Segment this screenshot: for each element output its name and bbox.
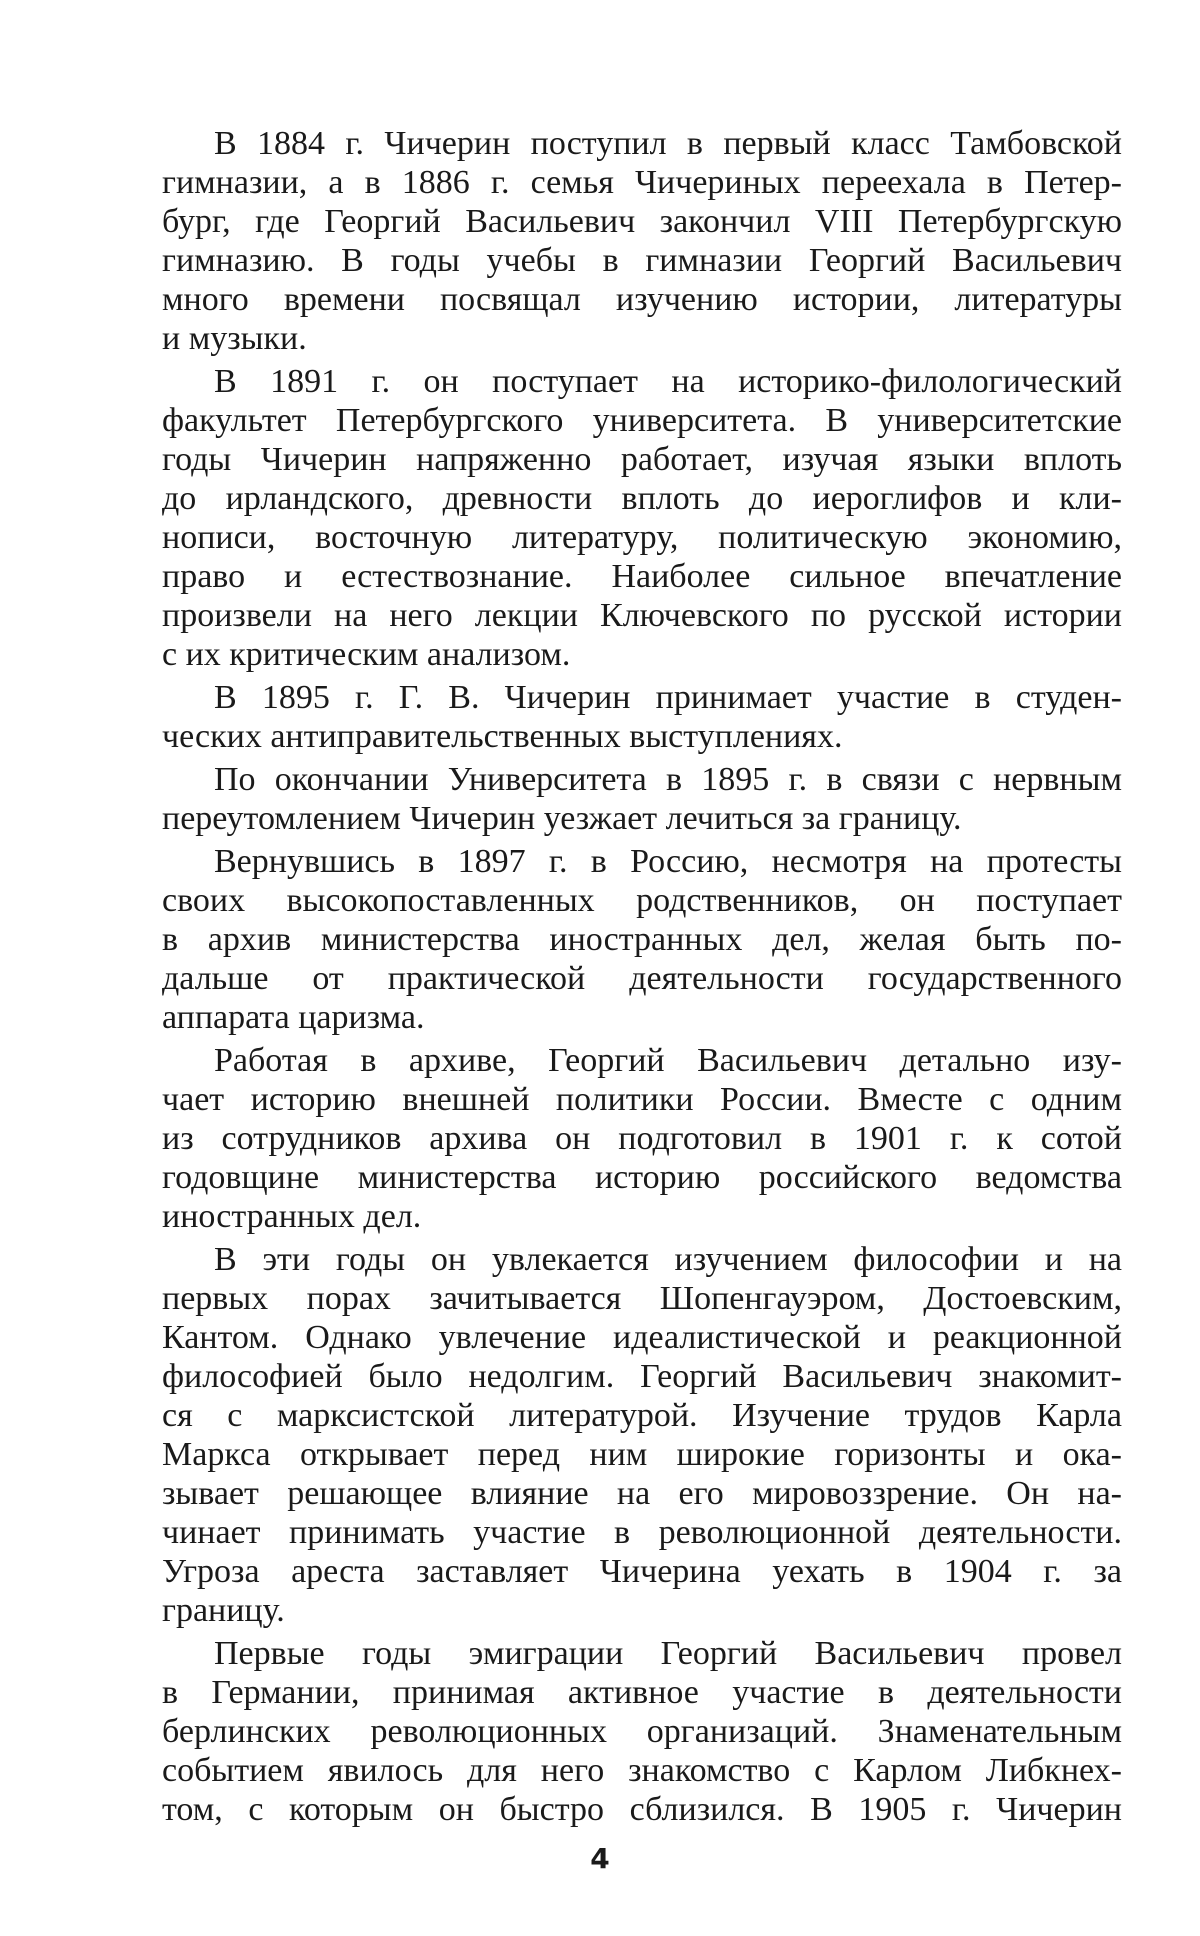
- text-line: до ирландского, древности вплоть до иероглифов и кли-: [110, 479, 1122, 518]
- text-line: чает историю внешней политики России. Вместе с одним: [110, 1080, 1122, 1119]
- text-line: право и естествознание. Наиболее сильное впечатление: [110, 557, 1122, 596]
- page-number: 4: [0, 1842, 1200, 1875]
- text-line: Кантом. Однако увлечение идеалистической и реакционной: [110, 1318, 1122, 1357]
- paragraph-5: [110, 842, 1122, 1037]
- paragraph-3: [110, 678, 1122, 756]
- paragraph-8: [110, 1634, 1122, 1829]
- text-line: в архив министерства иностранных дел, желая быть по-: [110, 920, 1122, 959]
- text-line: событием явилось для него знакомство с Карлом Либкнех-: [110, 1751, 1122, 1790]
- text-line: годовщине министерства историю российского ведомства: [110, 1158, 1122, 1197]
- text-line: аппарата царизма.: [110, 998, 1122, 1037]
- text-line: дальше от практической деятельности государственного: [110, 959, 1122, 998]
- text-line: нописи, восточную литературу, политическую экономию,: [110, 518, 1122, 557]
- text-line: факультет Петербургского университета. В университетские: [110, 401, 1122, 440]
- text-line: зывает решающее влияние на его мировоззрение. Он на-: [110, 1474, 1122, 1513]
- book-page: [0, 0, 1200, 1936]
- text-line: бург, где Георгий Васильевич закончил VIII Петербургскую: [110, 202, 1122, 241]
- text-line: первых порах зачитывается Шопенгауэром, Достоевским,: [110, 1279, 1122, 1318]
- paragraph-4: [110, 760, 1122, 838]
- text-line: гимназию. В годы учебы в гимназии Георгий Васильевич: [110, 241, 1122, 280]
- text-line: переутомлением Чичерин уезжает лечиться за границу.: [110, 799, 1122, 838]
- paragraph-6: [110, 1041, 1122, 1236]
- text-line: философией было недолгим. Георгий Васильевич знакомит-: [110, 1357, 1122, 1396]
- text-line: Угроза ареста заставляет Чичерина уехать в 1904 г. за: [110, 1552, 1122, 1591]
- text-line: ческих антиправительственных выступлениях.: [110, 717, 1122, 756]
- text-line: и музыки.: [110, 319, 1122, 358]
- text-line: Работая в архиве, Георгий Васильевич детально изу-: [110, 1041, 1122, 1080]
- body-text: [110, 124, 1122, 1829]
- text-line: Маркса открывает перед ним широкие горизонты и ока-: [110, 1435, 1122, 1474]
- text-line: В 1895 г. Г. В. Чичерин принимает участие в студен-: [110, 678, 1122, 717]
- text-line: из сотрудников архива он подготовил в 1901 г. к сотой: [110, 1119, 1122, 1158]
- text-line: границу.: [110, 1591, 1122, 1630]
- text-line: произвели на него лекции Ключевского по русской истории: [110, 596, 1122, 635]
- text-line: гимназии, а в 1886 г. семья Чичериных переехала в Петер-: [110, 163, 1122, 202]
- text-line: берлинских революционных организаций. Знаменательным: [110, 1712, 1122, 1751]
- text-line: с их критическим анализом.: [110, 635, 1122, 674]
- text-line: Первые годы эмиграции Георгий Васильевич провел: [110, 1634, 1122, 1673]
- text-line: своих высокопоставленных родственников, он поступает: [110, 881, 1122, 920]
- text-line: В 1891 г. он поступает на историко-филологический: [110, 362, 1122, 401]
- text-line: ся с марксистской литературой. Изучение трудов Карла: [110, 1396, 1122, 1435]
- paragraph-2: [110, 362, 1122, 674]
- text-line: годы Чичерин напряженно работает, изучая языки вплоть: [110, 440, 1122, 479]
- text-line: В 1884 г. Чичерин поступил в первый класс Тамбовской: [110, 124, 1122, 163]
- text-line: том, с которым он быстро сблизился. В 1905 г. Чичерин: [110, 1790, 1122, 1829]
- text-line: чинает принимать участие в революционной деятельности.: [110, 1513, 1122, 1552]
- text-line: По окончании Университета в 1895 г. в связи с нервным: [110, 760, 1122, 799]
- text-line: Вернувшись в 1897 г. в Россию, несмотря на протесты: [110, 842, 1122, 881]
- text-line: В эти годы он увлекается изучением философии и на: [110, 1240, 1122, 1279]
- text-line: иностранных дел.: [110, 1197, 1122, 1236]
- text-line: в Германии, принимая активное участие в деятельности: [110, 1673, 1122, 1712]
- paragraph-1: [110, 124, 1122, 358]
- text-line: много времени посвящал изучению истории, литературы: [110, 280, 1122, 319]
- paragraph-7: [110, 1240, 1122, 1630]
